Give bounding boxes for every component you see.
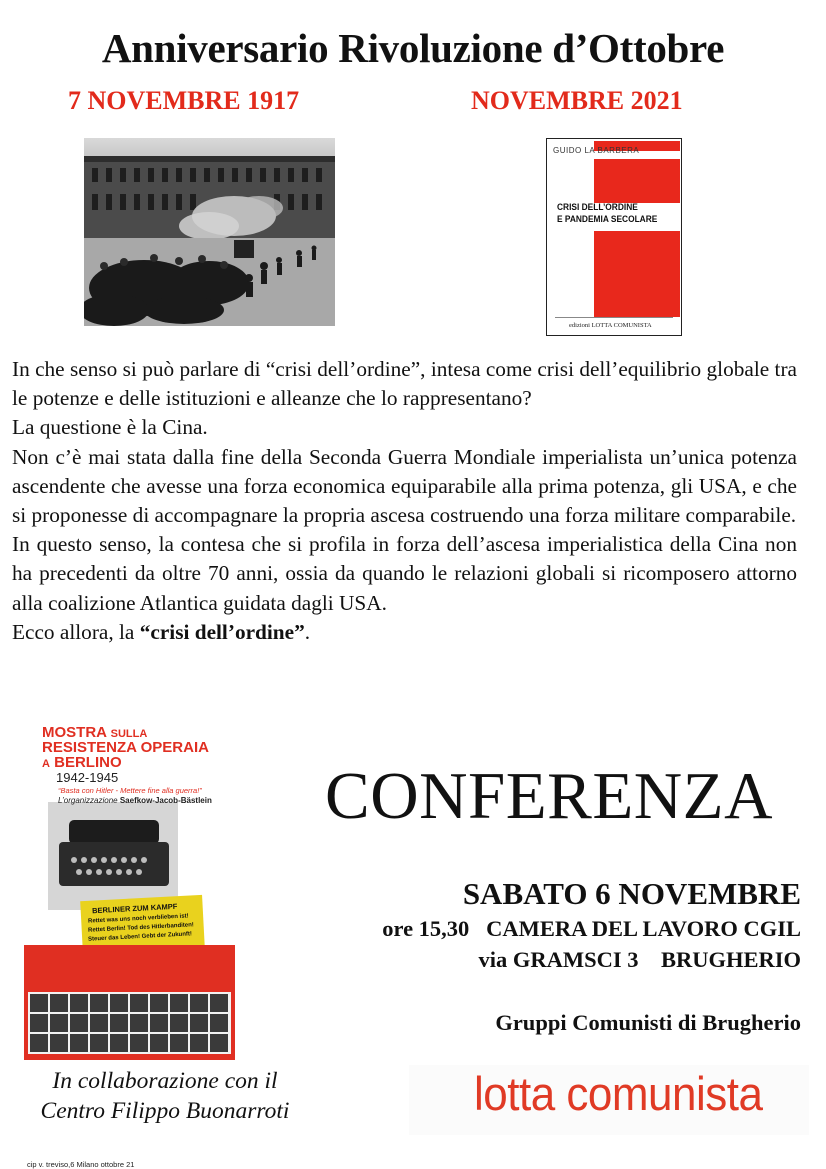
poster-a: A bbox=[42, 758, 50, 770]
poster-berlino: BERLINO bbox=[54, 754, 122, 771]
collaboration-line1: In collaborazione con il bbox=[52, 1068, 278, 1094]
page-title: Anniversario Rivoluzione d’Ottobre bbox=[101, 25, 725, 71]
historic-photo-illustration bbox=[84, 138, 335, 326]
poster-quote: “Basta con Hitler - Mettere fine alla guerra!” bbox=[58, 786, 202, 795]
conference-date: SABATO 6 NOVEMBRE bbox=[462, 876, 801, 911]
paragraph-china: La questione è la Cina. bbox=[12, 415, 208, 440]
book-author: GUIDO LA BARBERA bbox=[553, 146, 640, 155]
poster-org-name: Saefkow-Jacob-Bästlein bbox=[119, 796, 212, 805]
leaflet-line3: Rettet Berlin! Tod des Hitlerbanditen! bbox=[87, 922, 194, 934]
historic-photo bbox=[84, 138, 335, 326]
lotta-comunista-logo: lotta comunista bbox=[474, 1068, 763, 1121]
poster-years: 1942-1945 bbox=[56, 770, 119, 785]
paragraph-contest: In questo senso, la contesa che si profila in forza dell’ascesa imperialistica della Cina non ha precedenti da oltre 70 anni, ossia da quando le relazioni globali si ricomposero attorno alla coalizione Atlantica guidata dagli USA. bbox=[12, 532, 797, 615]
paragraph-conclusion bbox=[12, 618, 797, 647]
poster-sulla: SULLA bbox=[110, 728, 148, 740]
poster-organization bbox=[58, 796, 212, 805]
collaboration-line2: Centro Filippo Buonarroti bbox=[40, 1098, 290, 1124]
conference-address: via GRAMSCI 3 BRUGHERIO bbox=[478, 947, 801, 972]
conclusion-prefix: Ecco allora, la bbox=[12, 619, 140, 644]
leaflet-line2: Rettet was uns noch verblieben ist! bbox=[87, 913, 189, 925]
leaflet-line4: Steuer das Leben! Gebt der Zukunft! bbox=[87, 931, 193, 943]
conclusion-bold: “crisi dell’ordine” bbox=[139, 619, 305, 644]
exhibition-poster bbox=[24, 720, 235, 1060]
organizer: Gruppi Comunisti di Brugherio bbox=[495, 1010, 801, 1035]
paragraph-question: In che senso si può parlare di “crisi dell’ordine”, intesa come crisi dell’equilibrio globale tra le potenze e delle istituzioni e alleanze che lo rappresentano? bbox=[12, 357, 797, 411]
book-cover bbox=[546, 138, 682, 336]
book-publisher: edizioni LOTTA COMUNISTA bbox=[569, 322, 652, 329]
revolution-date: 7 NOVEMBRE 1917 bbox=[68, 86, 300, 115]
poster-heading-line2: RESISTENZA OPERAIA bbox=[42, 739, 209, 756]
leaflet-line1: BERLINER ZUM KAMPF bbox=[91, 901, 178, 916]
event-date: NOVEMBRE 2021 bbox=[471, 86, 683, 115]
conference-time-place: ore 15,30 CAMERA DEL LAVORO CGIL bbox=[382, 916, 801, 941]
conclusion-suffix: . bbox=[304, 619, 311, 644]
poster-org-prefix: L’organizzazione bbox=[58, 796, 120, 805]
book-title-line2: E PANDEMIA SECOLARE bbox=[557, 214, 658, 225]
poster-heading-line3 bbox=[42, 754, 122, 771]
paragraph-power: Non c’è mai stata dalla fine della Seconda Guerra Mondiale imperialista un’unica potenza ascendente che avesse una forza economica equiparabile alla prima potenza, gli USA, e che si proponesse di accompagnare la propria ascesa costruendo una forza militare comparabile. bbox=[12, 444, 797, 528]
article-body bbox=[12, 355, 797, 647]
book-title-line1: CRISI DELL’ORDINE bbox=[557, 202, 638, 213]
poster-mostra: MOSTRA bbox=[42, 724, 107, 741]
book-cover-illustration bbox=[547, 139, 680, 334]
print-footer: cip v. treviso,6 Milano ottobre 21 bbox=[27, 1160, 135, 1169]
conference-title: CONFERENZA bbox=[325, 759, 773, 833]
